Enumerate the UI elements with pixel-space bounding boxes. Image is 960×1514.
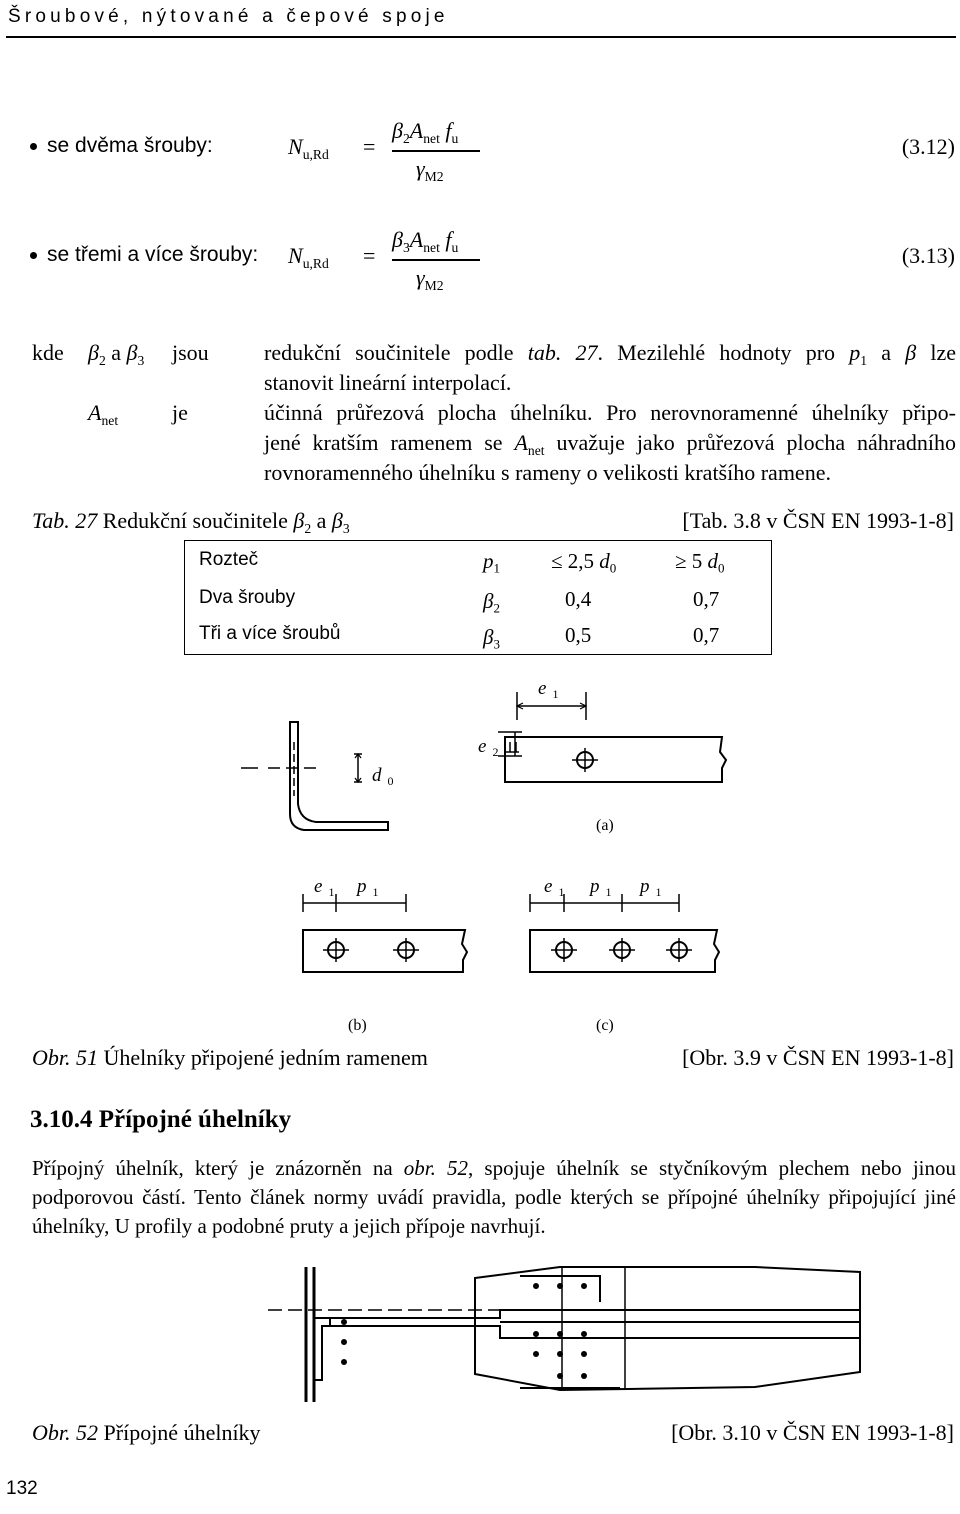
equals-sign: = bbox=[363, 243, 376, 268]
kde-label: kde bbox=[32, 340, 64, 365]
definition-beta-line2: stanovit lineární interpolací. bbox=[264, 370, 512, 395]
cell-col1: 0,5 bbox=[565, 623, 592, 647]
bullet-icon bbox=[30, 143, 37, 150]
angle-plate-c bbox=[530, 930, 719, 972]
cell-col1: 0,4 bbox=[565, 587, 592, 611]
figure-51-caption: Obr. 51 Úhelníky připojené jedním ramenem bbox=[32, 1045, 428, 1070]
definition-anet-line1: účinná průřezová plocha úhelníku. Pro nerovnoramenné úhelníky připo- bbox=[264, 400, 956, 425]
fraction-numerator: $\beta_3A_{net}$ $f_u$ bbox=[392, 227, 459, 255]
label-p1-b: p $_1$ bbox=[357, 876, 379, 899]
gusset-plate bbox=[475, 1267, 860, 1390]
equation-3-12 bbox=[30, 118, 955, 198]
figure-52-connection-angles bbox=[0, 1262, 960, 1422]
fraction-numerator: $\beta_2A_{net}$ $f_u$ bbox=[392, 118, 459, 146]
cell-col1: ≤ 2,5 $d_0$ bbox=[551, 549, 617, 576]
label-e1-b: e $_1$ bbox=[314, 876, 335, 899]
header-rule bbox=[6, 36, 956, 38]
equation-lhs: $N_{u,Rd}$ bbox=[288, 243, 329, 271]
row-symbol: $\beta_2$ bbox=[483, 589, 500, 616]
member-angle bbox=[330, 1310, 860, 1338]
angle-plate-a bbox=[505, 737, 726, 782]
definition-anet bbox=[264, 400, 956, 486]
cell-col2: 0,7 bbox=[693, 623, 720, 647]
section-heading: 3.10.4 Přípojné úhelníky bbox=[30, 1106, 292, 1133]
equation-number: (3.12) bbox=[901, 134, 955, 159]
je-label: je bbox=[172, 400, 188, 425]
section-paragraph: Přípojný úhelník, který je znázorněn na obr. 52, spojuje úhelník se styčníkovým plechem nebo jinou podporovou částí. Tento článek normy uvádí pravidla, podle kterých se přípojné úhelníky připojující jiné úhelníky, U profily a podobné pruty a jejich přípoje navrhují. bbox=[32, 1156, 956, 1238]
row-label: Tři a více šroubů bbox=[199, 623, 341, 644]
row-label: Dva šrouby bbox=[199, 587, 296, 608]
row-symbol: $\beta_3$ bbox=[483, 625, 500, 652]
reduction-factor-table bbox=[184, 540, 772, 655]
anet-symbol: $A_{net}$ bbox=[88, 400, 119, 428]
row-symbol: $p_1$ bbox=[483, 549, 501, 576]
equation-number: (3.13) bbox=[901, 243, 955, 268]
cell-col2: ≥ 5 $d_0$ bbox=[675, 549, 725, 576]
cell-col2: 0,7 bbox=[693, 587, 720, 611]
label-e1-a: e $_1$ bbox=[538, 678, 559, 701]
table-caption: Tab. 27 Redukční součinitele $\beta_2$ a $\beta_3$ bbox=[32, 508, 350, 536]
label-a: (a) bbox=[596, 817, 614, 834]
equals-sign: = bbox=[363, 134, 376, 159]
equation-3-13 bbox=[30, 227, 955, 307]
table-row bbox=[185, 621, 770, 655]
fraction-denominator: $\gamma_{M2}$ bbox=[416, 265, 444, 293]
fraction-denominator: $\gamma_{M2}$ bbox=[416, 156, 444, 184]
equation-label: se dvěma šrouby: bbox=[30, 134, 213, 158]
page-number: 132 bbox=[6, 1478, 38, 1499]
cleat-angle bbox=[314, 1318, 330, 1380]
beta-symbols: $\beta_2$ a $\beta_3$ bbox=[88, 340, 145, 368]
label-e1-c: e $_1$ bbox=[544, 876, 565, 899]
table-row bbox=[185, 547, 770, 581]
definition-beta-line1: redukční součinitele podle tab. 27. Mezilehlé hodnoty pro $p_1$ a β lze bbox=[264, 340, 956, 368]
running-header: Šroubové, nýtované a čepové spoje bbox=[8, 6, 449, 27]
label-d0: d $_0$ bbox=[372, 765, 394, 788]
figure-51-angles bbox=[0, 672, 960, 1052]
fraction-bar bbox=[392, 150, 480, 152]
label-c: (c) bbox=[596, 1017, 614, 1034]
jsou-label: jsou bbox=[172, 340, 209, 365]
row-label: Rozteč bbox=[199, 549, 259, 570]
label-e2: e $_2$ bbox=[478, 736, 499, 759]
figure-52-caption: Obr. 52 Přípojné úhelníky bbox=[32, 1420, 261, 1445]
equation-label: se třemi a více šrouby: bbox=[30, 243, 258, 267]
bullet-icon bbox=[30, 252, 37, 259]
label-b: (b) bbox=[348, 1017, 367, 1034]
definitions bbox=[0, 340, 960, 490]
table-row bbox=[185, 585, 770, 619]
figure-51-source: [Obr. 3.9 v ČSN EN 1993-1-8] bbox=[682, 1045, 954, 1070]
fraction-bar bbox=[392, 259, 480, 261]
equation-lhs: $N_{u,Rd}$ bbox=[288, 134, 329, 162]
table-source: [Tab. 3.8 v ČSN EN 1993-1-8] bbox=[682, 508, 954, 533]
label-p1-c1: p $_1$ bbox=[590, 876, 612, 899]
definition-beta bbox=[264, 340, 956, 396]
definition-anet-line2: jené kratším ramenem se $A_{net}$ uvažuje jako průřezová plocha náhradního bbox=[264, 430, 956, 458]
figure-52-source: [Obr. 3.10 v ČSN EN 1993-1-8] bbox=[671, 1420, 954, 1445]
label-p1-c2: p $_1$ bbox=[640, 876, 662, 899]
definition-anet-line3: rovnoramenného úhelníku s rameny o velikosti kratšího ramene. bbox=[264, 460, 831, 485]
